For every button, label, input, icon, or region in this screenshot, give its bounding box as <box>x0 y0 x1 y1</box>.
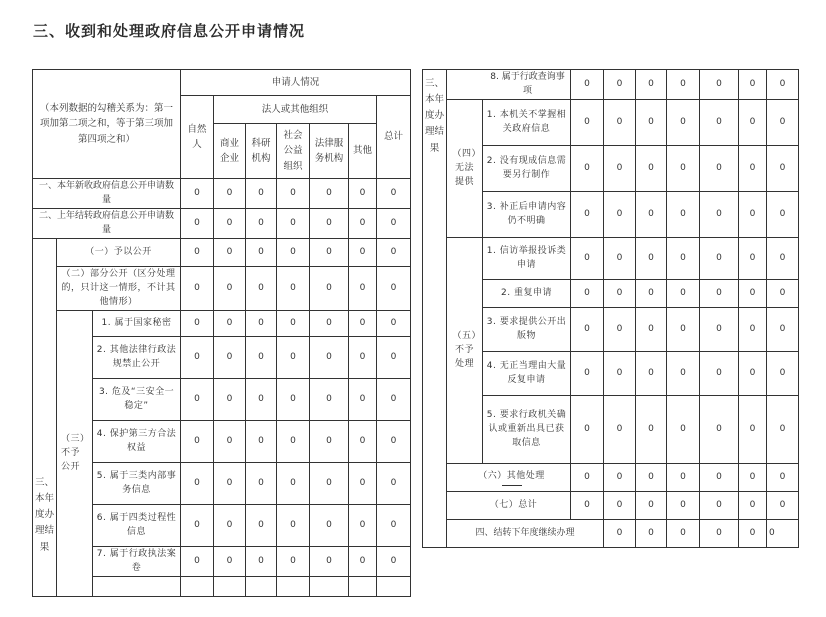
cell-value: 0 <box>604 463 636 491</box>
cell-value: 0 <box>739 237 767 279</box>
cell-value: 0 <box>700 99 739 145</box>
cell-value: 0 <box>767 395 799 463</box>
table-row <box>423 70 799 100</box>
cell-value: 0 <box>667 99 700 145</box>
cell-value: 0 <box>349 546 377 576</box>
header-law: 法律服务机构 <box>310 124 349 179</box>
section-title: 三、收到和处理政府信息公开申请情况 <box>33 22 306 40</box>
cell-value: 0 <box>700 145 739 191</box>
cell-value: 0 <box>667 519 700 547</box>
cell-value: 0 <box>700 351 739 395</box>
group-label-results: 三、本年度办理结果 <box>423 70 447 548</box>
cell-value: 0 <box>310 208 349 238</box>
cell-value: 0 <box>214 336 246 378</box>
cell-value: 0 <box>349 462 377 504</box>
cell-value: 0 <box>246 462 277 504</box>
row-label: 8. 属于行政查询事项 <box>447 70 571 100</box>
cell-value: 0 <box>700 395 739 463</box>
cell-value: 0 <box>377 310 411 336</box>
cell-value: 0 <box>700 70 739 100</box>
cell-value: 0 <box>700 307 739 351</box>
row-label: 一、本年新收政府信息公开申请数量 <box>33 179 181 209</box>
cell-value: 0 <box>277 462 310 504</box>
cell-value: 0 <box>700 491 739 519</box>
cell-value: 0 <box>181 179 214 209</box>
cell-value: 0 <box>667 307 700 351</box>
cell-value: 0 <box>181 462 214 504</box>
right-table-panel <box>422 70 800 565</box>
cell-value: 0 <box>246 310 277 336</box>
cell-value: 0 <box>604 395 636 463</box>
cell-value: 0 <box>246 546 277 576</box>
cell-value: 0 <box>246 266 277 310</box>
cell-value: 0 <box>214 546 246 576</box>
cell-value: 0 <box>181 504 214 546</box>
header-applicant: 申请人情况 <box>181 70 411 96</box>
cell-value: 0 <box>604 70 636 100</box>
row-label: 2. 重复申请 <box>483 279 571 307</box>
header-other: 其他 <box>349 124 377 179</box>
cell-value: 0 <box>310 238 349 266</box>
cell-value: 0 <box>181 238 214 266</box>
cell-value: 0 <box>377 378 411 420</box>
cell-value: 0 <box>571 463 604 491</box>
cell-value: 0 <box>277 266 310 310</box>
cell-value: 0 <box>277 208 310 238</box>
cell-value: 0 <box>571 395 604 463</box>
header-note: （本列数据的勾稽关系为：第一项加第二项之和，等于第三项加第四项之和） <box>33 70 181 179</box>
cell-value: 0 <box>181 336 214 378</box>
cell-value: 0 <box>604 99 636 145</box>
cell-value: 0 <box>571 237 604 279</box>
cell-value: 0 <box>739 491 767 519</box>
group-label-not-disclosed: （三）不予公开 <box>57 310 93 596</box>
header-social: 社会公益组织 <box>277 124 310 179</box>
cell-value: 0 <box>214 420 246 462</box>
cell-value: 0 <box>739 191 767 237</box>
cell-value: 0 <box>277 420 310 462</box>
table-row <box>423 99 799 145</box>
cell-value: 0 <box>310 336 349 378</box>
cell-value: 0 <box>349 504 377 546</box>
cell-value: 0 <box>739 70 767 100</box>
cell-value: 0 <box>571 351 604 395</box>
cell-value: 0 <box>277 504 310 546</box>
cell-value: 0 <box>277 378 310 420</box>
cell-value: 0 <box>571 307 604 351</box>
row-label: 四、结转下年度继续办理 <box>447 519 604 547</box>
group-label-cannot-provide: （四）无法提供 <box>447 99 483 237</box>
header-commercial: 商业企业 <box>214 124 246 179</box>
cell-value: 0 <box>636 351 667 395</box>
cell-value: 0 <box>277 179 310 209</box>
table-row <box>33 266 411 310</box>
cell-value: 0 <box>310 310 349 336</box>
cell-value: 0 <box>739 463 767 491</box>
cell-value: 0 <box>767 351 799 395</box>
group-label-not-processed: （五）不予处理 <box>447 237 483 463</box>
cell-value: 0 <box>571 70 604 100</box>
cell-value: 0 <box>636 395 667 463</box>
cell-value: 0 <box>700 191 739 237</box>
cell-value: 0 <box>214 462 246 504</box>
underline-divider <box>502 485 522 486</box>
cell-value: 0 <box>377 179 411 209</box>
cell-value: 0 <box>739 307 767 351</box>
cell-value: 0 <box>349 420 377 462</box>
row-label: （二）部分公开（区分处理的，只计这一情形，不计其他情形） <box>57 266 181 310</box>
row-label: 4. 保护第三方合法权益 <box>93 420 181 462</box>
cell-value: 0 <box>767 191 799 237</box>
cell-value: 0 <box>739 395 767 463</box>
table-row <box>423 491 799 519</box>
cell-value: 0 <box>277 336 310 378</box>
cell-value: 0 <box>349 336 377 378</box>
cell-value: 0 <box>349 238 377 266</box>
cell-value: 0 <box>349 266 377 310</box>
cell-value: 0 <box>349 378 377 420</box>
cell-value: 0 <box>181 378 214 420</box>
row-label: 5. 要求行政机关确认或重新出具已获取信息 <box>483 395 571 463</box>
cell-value: 0 <box>667 70 700 100</box>
cell-value: 0 <box>667 237 700 279</box>
row-label: 1. 属于国家秘密 <box>93 310 181 336</box>
group-label-results: 三、本年度办理结果 <box>33 238 57 596</box>
row-label: （一）予以公开 <box>57 238 181 266</box>
table-row <box>423 463 799 491</box>
cell-value: 0 <box>246 420 277 462</box>
cell-value: 0 <box>636 145 667 191</box>
cell-value: 0 <box>310 462 349 504</box>
row-label: （六）其他处理 <box>478 470 545 481</box>
header-total: 总计 <box>377 96 411 179</box>
table-row <box>423 237 799 279</box>
cell-value: 0 <box>377 208 411 238</box>
cell-value: 0 <box>636 463 667 491</box>
table-row <box>423 519 799 547</box>
cell-value: 0 <box>377 546 411 576</box>
header-research: 科研机构 <box>246 124 277 179</box>
cell-value: 0 <box>636 70 667 100</box>
cell-value: 0 <box>636 237 667 279</box>
cell-value: 0 <box>739 351 767 395</box>
cell-value: 0 <box>636 519 667 547</box>
cell-value: 0 <box>571 191 604 237</box>
cell-value: 0 <box>214 179 246 209</box>
cell-value: 0 <box>739 279 767 307</box>
cell-value: 0 <box>246 504 277 546</box>
table-row <box>33 238 411 266</box>
row-label: 3. 补正后申请内容仍不明确 <box>483 191 571 237</box>
cell-value: 0 <box>767 279 799 307</box>
cell-value: 0 <box>214 504 246 546</box>
row-label: 2. 没有现成信息需要另行制作 <box>483 145 571 191</box>
row-label: 2. 其他法律行政法规禁止公开 <box>93 336 181 378</box>
cell-value: 0 <box>310 546 349 576</box>
cell-value: 0 <box>181 310 214 336</box>
cell-value: 0 <box>636 99 667 145</box>
cell-value: 0 <box>667 351 700 395</box>
cell-value: 0 <box>571 145 604 191</box>
cell-value: 0 <box>310 179 349 209</box>
cell-value: 0 <box>377 336 411 378</box>
applications-table-left <box>32 69 411 597</box>
cell-value: 0 <box>667 279 700 307</box>
cell-value: 0 <box>377 238 411 266</box>
cell-value: 0 <box>667 463 700 491</box>
cell-value: 0 <box>349 179 377 209</box>
cell-value: 0 <box>246 336 277 378</box>
cell-value: 0 <box>377 266 411 310</box>
cell-value: 0 <box>604 519 636 547</box>
cell-value: 0 <box>667 491 700 519</box>
cell-value: 0 <box>604 307 636 351</box>
cell-value: 0 <box>604 491 636 519</box>
cell-value: 0 <box>604 237 636 279</box>
cell-value: 0 <box>636 191 667 237</box>
cell-value: 0 <box>767 145 799 191</box>
cell-value: 0 <box>214 266 246 310</box>
cell-value: 0 <box>214 378 246 420</box>
left-table-panel <box>32 70 412 574</box>
row-label: 3. 危及“三安全一稳定” <box>93 378 181 420</box>
row-label: 1. 本机关不掌握相关政府信息 <box>483 99 571 145</box>
cell-value: 0 <box>349 208 377 238</box>
cell-value: 0 <box>604 145 636 191</box>
cell-value: 0 <box>571 279 604 307</box>
cell-value: 0 <box>181 208 214 238</box>
row-label: 6. 属于四类过程性信息 <box>93 504 181 546</box>
cell-value: 0 <box>739 519 767 547</box>
cell-value: 0 <box>277 310 310 336</box>
row-label: 二、上年结转政府信息公开申请数量 <box>33 208 181 238</box>
cell-value: 0 <box>700 519 739 547</box>
cell-value: 0 <box>700 279 739 307</box>
cell-value: 0 <box>767 237 799 279</box>
row-label: 5. 属于三类内部事务信息 <box>93 462 181 504</box>
cell-value: 0 <box>246 179 277 209</box>
cell-value: 0 <box>604 191 636 237</box>
cell-value: 0 <box>604 279 636 307</box>
cell-value: 0 <box>636 307 667 351</box>
cell-value: 0 <box>571 99 604 145</box>
cell-value: 0 <box>277 546 310 576</box>
applications-table-right <box>422 69 799 548</box>
cell-value: 0 <box>181 420 214 462</box>
cell-value: 0 <box>310 378 349 420</box>
cell-value: 0 <box>310 266 349 310</box>
row-label: 7. 属于行政执法案卷 <box>93 546 181 576</box>
cell-value: 0 <box>667 395 700 463</box>
cell-value: 0 <box>667 145 700 191</box>
row-label: 4. 无正当理由大量反复申请 <box>483 351 571 395</box>
cell-value: 0 <box>767 99 799 145</box>
cell-value: 0 <box>700 463 739 491</box>
table-row <box>33 208 411 238</box>
cell-value: 0 <box>739 99 767 145</box>
cell-value: 0 <box>767 70 799 100</box>
row-label: 1. 信访举报投诉类申请 <box>483 237 571 279</box>
cell-value: 0 <box>181 266 214 310</box>
cell-value: 0 <box>636 491 667 519</box>
header-legal-group: 法人或其他组织 <box>214 96 377 124</box>
cell-value: 0 <box>767 463 799 491</box>
cell-value: 0 <box>181 546 214 576</box>
row-label: 3. 要求提供公开出版物 <box>483 307 571 351</box>
cell-value: 0 <box>700 237 739 279</box>
table-row <box>33 310 411 336</box>
cell-value: 0 <box>767 491 799 519</box>
cell-value: 0 <box>377 462 411 504</box>
table-row <box>33 179 411 209</box>
cell-value: 0 <box>636 279 667 307</box>
row-label: （七）总计 <box>447 491 571 519</box>
header-natural-person: 自然人 <box>181 96 214 179</box>
cell-value: 0 <box>246 378 277 420</box>
cell-value: 0 <box>310 420 349 462</box>
cell-value: 0 <box>767 307 799 351</box>
cell-value: 0 <box>246 208 277 238</box>
cell-value: 0 <box>667 191 700 237</box>
cell-value: 0 <box>214 238 246 266</box>
cell-value: 0 <box>349 310 377 336</box>
cell-value: 0 <box>739 145 767 191</box>
cell-value: 0 <box>377 504 411 546</box>
cell-value: 0 <box>377 420 411 462</box>
cell-value: 0 <box>571 491 604 519</box>
cell-value: 0 <box>604 351 636 395</box>
cell-value: 0 <box>214 208 246 238</box>
cell-value: 0 <box>310 504 349 546</box>
cell-value: 0 <box>214 310 246 336</box>
cell-value: 0 <box>277 238 310 266</box>
cell-value: 0 <box>767 519 799 547</box>
cell-value: 0 <box>246 238 277 266</box>
